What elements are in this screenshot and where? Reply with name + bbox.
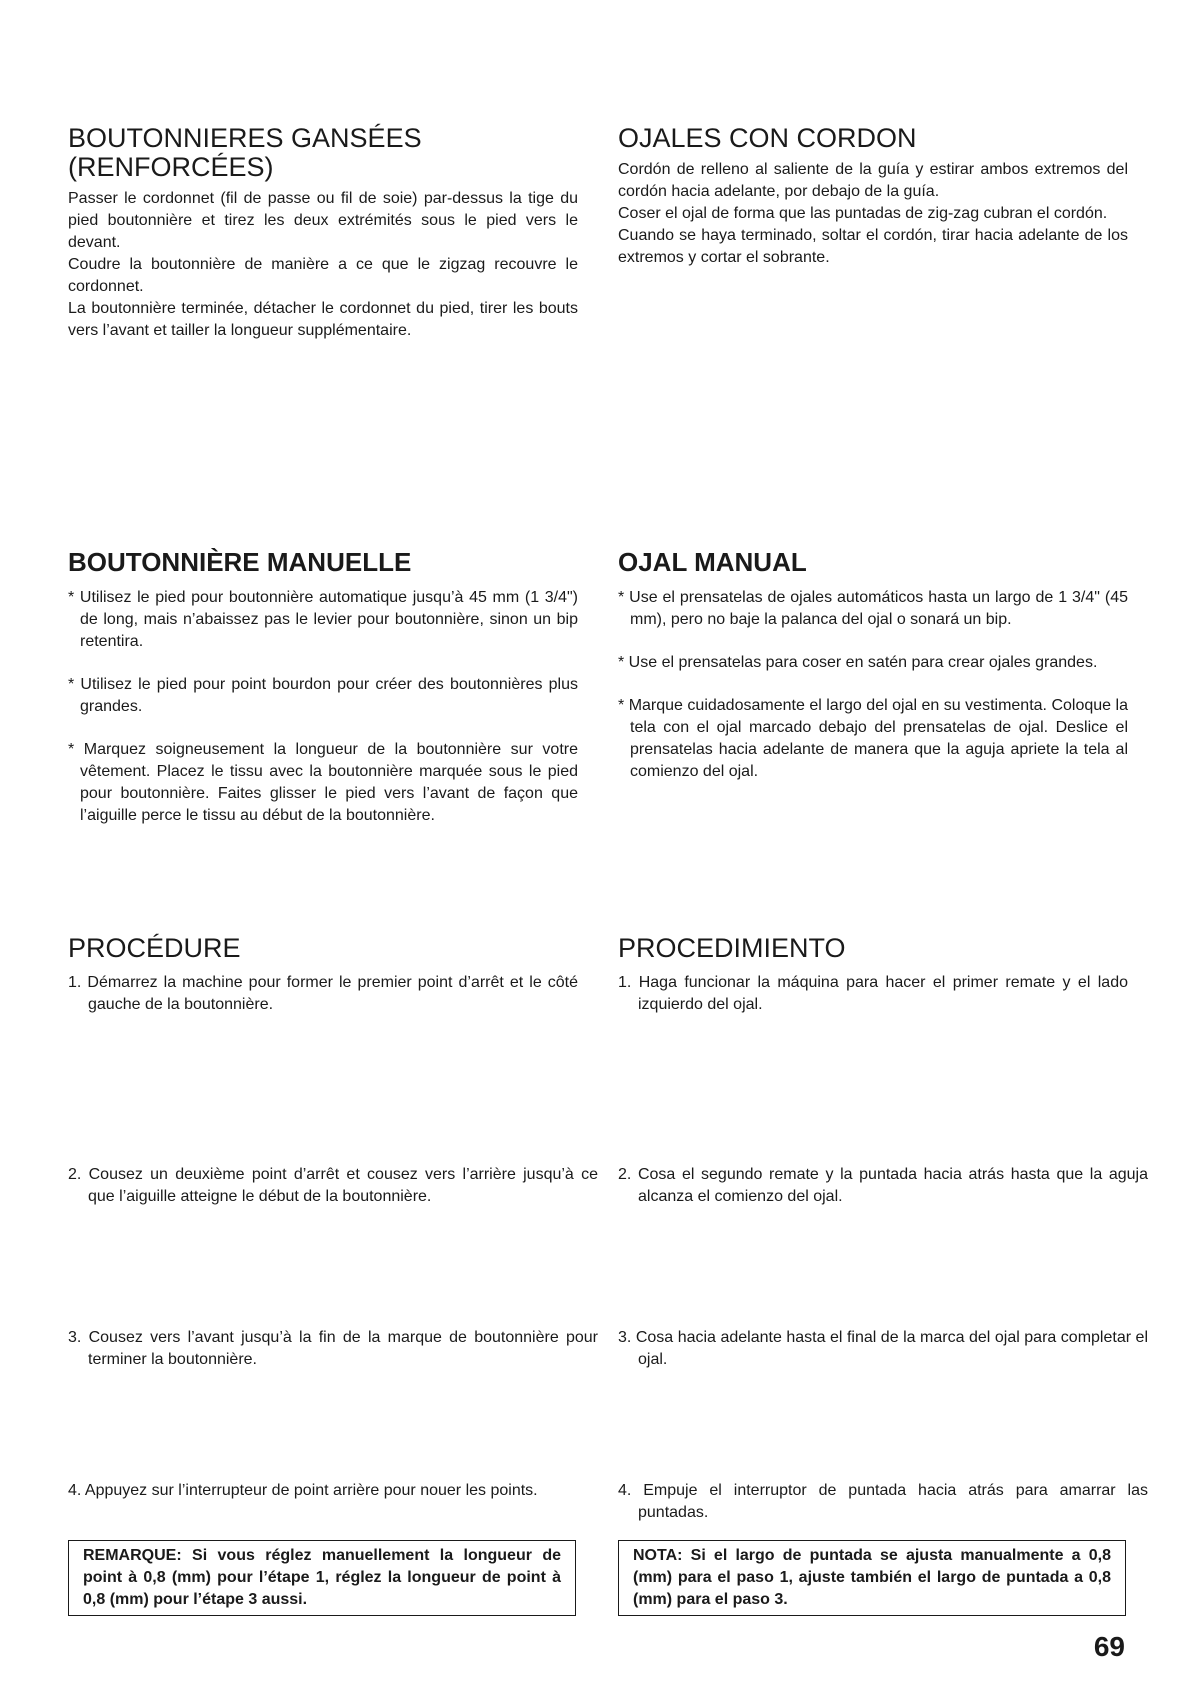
step-fr-4: 4. Appuyez sur l’interrupteur de point arrière pour nouer les points. [68, 1482, 538, 1499]
section-title-es-2: OJAL MANUAL [618, 547, 807, 577]
section-title-es-3: PROCEDIMIENTO [618, 933, 846, 963]
paragraph-fr-2: Coudre la boutonnière de manière a ce que le zigzag recouvre le cordonnet. [68, 256, 578, 295]
paragraph-es-3: Cuando se haya terminado, soltar el cordón, tirar hacia adelante de los extremos y cortar el sobrante. [618, 227, 1128, 266]
page-number: 69 [1093, 1631, 1125, 1662]
section-procedure [68, 934, 578, 1016]
step-es-4: 4. Empuje el interruptor de puntada hacia atrás para amarrar las puntadas. [618, 1482, 1148, 1521]
section-boutonnieres-gansees [68, 124, 578, 342]
paragraph-fr-3: La boutonnière terminée, détacher le cordonnet du pied, tirer les bouts vers l’avant et tailler la longueur supplémentaire. [68, 300, 578, 339]
bullet-fr-2: * Utilisez le pied pour point bourdon pour créer des boutonnières plus grandes. [68, 676, 578, 715]
section-procedimiento [618, 934, 1128, 1016]
section-ojal-manual [618, 548, 1128, 783]
bullet-es-1: * Use el prensatelas de ojales automáticos hasta un largo de 1 3/4" (45 mm), pero no baje la palanca del ojal o sonará un bip. [618, 589, 1128, 628]
note-box-fr: REMARQUE: Si vous réglez manuellement la longueur de point à 0,8 (mm) pour l’étape 1, réglez la longueur de point à 0,8 (mm) pour l’étape 3 aussi. [68, 1540, 576, 1616]
paragraph-fr-1: Passer le cordonnet (fil de passe ou fil de soie) par-dessus la tige du pied boutonnière et tirez les deux extrémités sous le pied vers le devant. [68, 190, 578, 251]
step-fr-2: 2. Cousez un deuxième point d’arrêt et cousez vers l’arrière jusqu’à ce que l’aiguille atteigne le début de la boutonnière. [68, 1166, 598, 1205]
note-box-es: NOTA: Si el largo de puntada se ajusta manualmente a 0,8 (mm) para el paso 1, ajuste también el largo de puntada a 0,8 (mm) para el paso 3. [618, 1540, 1126, 1616]
paragraph-es-2: Coser el ojal de forma que las puntadas de zig-zag cubran el cordón. [618, 205, 1108, 222]
step-fr-1: 1. Démarrez la machine pour former le premier point d’arrêt et le côté gauche de la boutonnière. [68, 974, 578, 1013]
section-title-fr-2: BOUTONNIÈRE MANUELLE [68, 547, 412, 577]
section-title-es-1: OJALES CON CORDON [618, 123, 917, 153]
section-ojales-con-cordon [618, 124, 1128, 269]
step-es-2: 2. Cosa el segundo remate y la puntada hacia atrás hasta que la aguja alcanza el comienzo del ojal. [618, 1166, 1148, 1205]
step-es-3: 3. Cosa hacia adelante hasta el final de la marca del ojal para completar el ojal. [618, 1329, 1148, 1368]
paragraph-es-1: Cordón de relleno al saliente de la guía y estirar ambos extremos del cordón hacia adelante, por debajo de la guía. [618, 161, 1128, 200]
section-boutonniere-manuelle [68, 548, 578, 827]
section-title-fr-3: PROCÉDURE [68, 933, 241, 963]
bullet-fr-1: * Utilisez le pied pour boutonnière automatique jusqu’à 45 mm (1 3/4") de long, mais n’abaissez pas le levier pour boutonnière, sinon un bip retentira. [68, 589, 578, 650]
step-es-1: 1. Haga funcionar la máquina para hacer el primer remate y el lado izquierdo del ojal. [618, 974, 1128, 1013]
bullet-es-2: * Use el prensatelas para coser en satén para crear ojales grandes. [618, 654, 1098, 671]
section-title-fr-1a: BOUTONNIERES GANSÉES [68, 123, 422, 153]
step-fr-3: 3. Cousez vers l’avant jusqu’à la fin de la marque de boutonnière pour terminer la boutonnière. [68, 1329, 598, 1368]
bullet-es-3: * Marque cuidadosamente el largo del ojal en su vestimenta. Coloque la tela con el ojal marcado debajo del prensatelas de ojal. Deslice el prensatelas hacia adelante de manera que la aguja apriete la tela al comienzo del ojal. [618, 697, 1128, 780]
bullet-fr-3: * Marquez soigneusement la longueur de la boutonnière sur votre vêtement. Placez le tissu avec la boutonnière marquée sous le pied pour boutonnière. Faites glisser le pied vers l’avant de façon que l’aiguille perce le tissu au début de la boutonnière. [68, 741, 578, 824]
section-title-fr-1b: (RENFORCÉES) [68, 152, 274, 182]
